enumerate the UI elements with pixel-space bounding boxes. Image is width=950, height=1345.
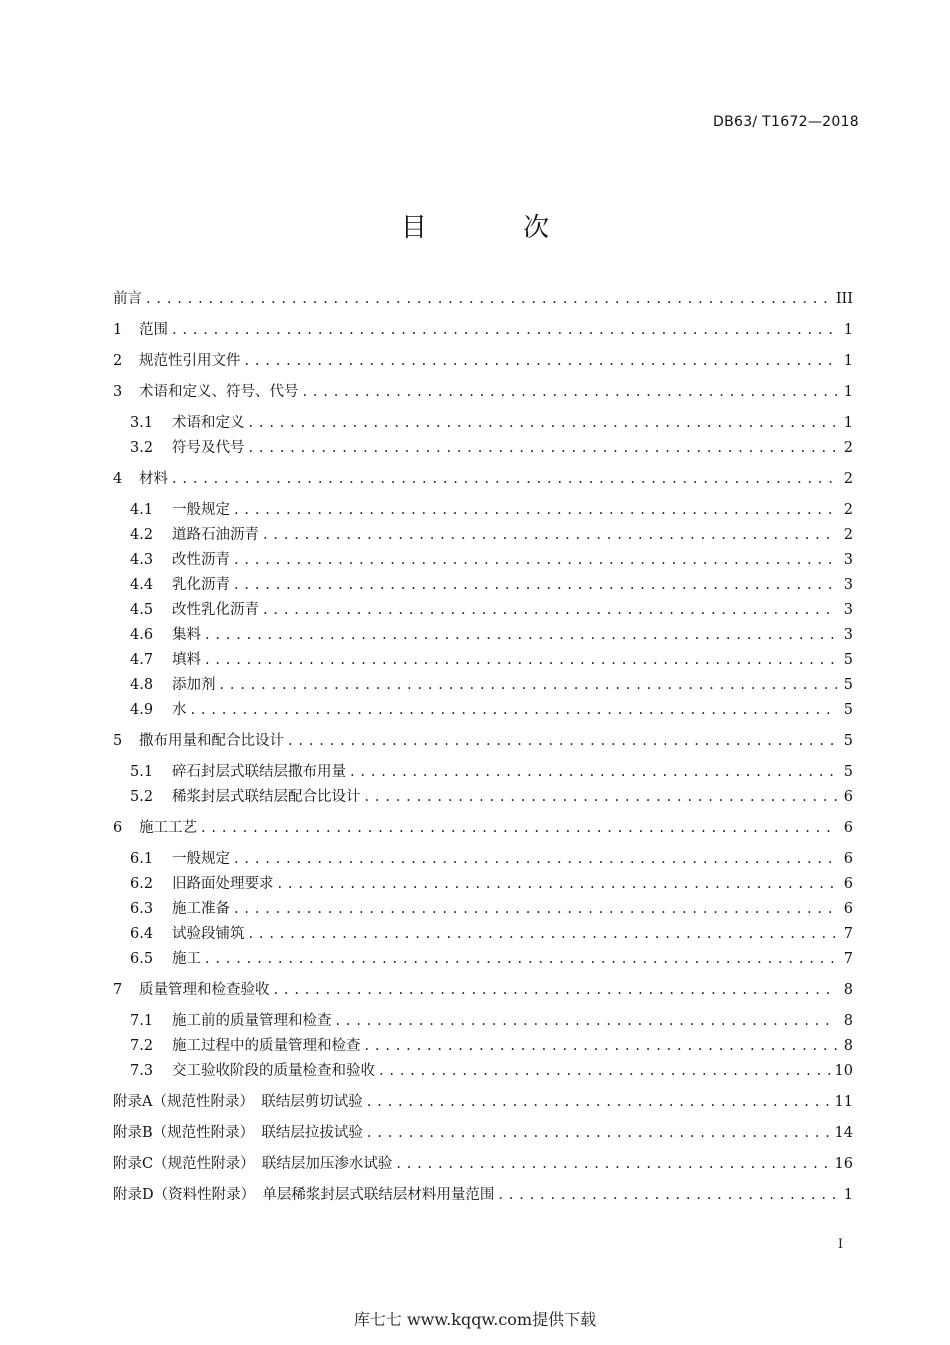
toc-entry-page: 5 bbox=[843, 733, 853, 749]
toc-entry-label: 填料 bbox=[172, 652, 201, 668]
toc-entry-label: 附录C（规范性附录） 联结层加压渗水试验 bbox=[113, 1156, 393, 1172]
toc-entry[interactable] bbox=[130, 1034, 853, 1056]
toc-entry-page: III bbox=[835, 291, 853, 307]
toc-entry[interactable] bbox=[113, 349, 853, 371]
toc-leader-dots bbox=[274, 982, 838, 998]
toc-leader-dots bbox=[288, 733, 837, 749]
toc-entry-number: 4.6 bbox=[130, 627, 154, 643]
toc-leader-dots bbox=[278, 876, 838, 892]
toc-leader-dots bbox=[350, 764, 837, 780]
toc-entry-label: 术语和定义 bbox=[172, 415, 245, 431]
toc-entry[interactable] bbox=[113, 287, 853, 309]
toc-entry-page: 5 bbox=[843, 677, 853, 693]
toc-entry-label: 水 bbox=[172, 702, 187, 718]
toc-entry[interactable] bbox=[130, 947, 853, 969]
toc-entry-page: 1 bbox=[843, 415, 853, 431]
toc-entry-label: 附录B（规范性附录） 联结层拉拔试验 bbox=[113, 1125, 363, 1141]
toc-entry[interactable] bbox=[130, 436, 853, 458]
toc-entry-number: 1 bbox=[113, 322, 123, 338]
toc-entry-number: 6.2 bbox=[130, 876, 154, 892]
toc-entry-label: 前言 bbox=[113, 291, 142, 307]
toc-entry-page: 3 bbox=[843, 627, 853, 643]
toc-entry-label: 道路石油沥青 bbox=[172, 527, 259, 543]
toc-entry-number: 6 bbox=[113, 820, 123, 836]
toc-entry-page: 11 bbox=[834, 1094, 853, 1110]
toc-entry-page: 6 bbox=[843, 820, 853, 836]
toc-leader-dots bbox=[249, 926, 838, 942]
toc-entry[interactable] bbox=[130, 785, 853, 807]
toc-entry-page: 8 bbox=[843, 982, 853, 998]
toc-entry[interactable] bbox=[113, 1090, 853, 1112]
toc-entry-page: 16 bbox=[834, 1156, 853, 1172]
toc-entry-page: 6 bbox=[843, 901, 853, 917]
toc-entry-number: 4.2 bbox=[130, 527, 154, 543]
toc-entry-number: 4.3 bbox=[130, 552, 154, 568]
toc-entry-label: 规范性引用文件 bbox=[139, 353, 241, 369]
toc-entry-number: 7 bbox=[113, 982, 123, 998]
toc-entry-number: 7.2 bbox=[130, 1038, 154, 1054]
toc-entry-number: 7.1 bbox=[130, 1013, 154, 1029]
toc-entry-label: 旧路面处理要求 bbox=[172, 876, 274, 892]
toc-entry[interactable] bbox=[130, 498, 853, 520]
toc-entry-number: 6.3 bbox=[130, 901, 154, 917]
toc-entry-label: 附录A（规范性附录） 联结层剪切试验 bbox=[113, 1094, 363, 1110]
toc-leader-dots bbox=[234, 552, 837, 568]
toc-entry-page: 1 bbox=[843, 353, 853, 369]
toc-entry-label: 改性沥青 bbox=[172, 552, 230, 568]
toc-entry-number: 4.9 bbox=[130, 702, 154, 718]
toc-entry[interactable] bbox=[113, 318, 853, 340]
toc-leader-dots bbox=[201, 820, 837, 836]
toc-entry-number: 3.2 bbox=[130, 440, 154, 456]
toc-entry[interactable] bbox=[130, 872, 853, 894]
toc-entry[interactable] bbox=[130, 573, 853, 595]
toc-entry-label: 施工过程中的质量管理和检查 bbox=[172, 1038, 361, 1054]
toc-entry-page: 2 bbox=[843, 527, 853, 543]
toc-leader-dots bbox=[336, 1013, 838, 1029]
toc-entry-page: 6 bbox=[843, 789, 853, 805]
toc-entry[interactable] bbox=[130, 1059, 853, 1081]
toc-entry-page: 5 bbox=[843, 702, 853, 718]
toc-entry[interactable] bbox=[130, 698, 853, 720]
toc-entry[interactable] bbox=[130, 598, 853, 620]
toc-entry-label: 符号及代号 bbox=[172, 440, 245, 456]
toc-leader-dots bbox=[205, 627, 837, 643]
toc-leader-dots bbox=[263, 602, 837, 618]
toc-entry-number: 5.1 bbox=[130, 764, 154, 780]
toc-leader-dots bbox=[234, 901, 837, 917]
toc-entry-page: 6 bbox=[843, 851, 853, 867]
toc-entry-label: 施工 bbox=[172, 951, 201, 967]
toc-leader-dots bbox=[498, 1187, 837, 1203]
toc-entry-number: 4.7 bbox=[130, 652, 154, 668]
toc-entry-number: 2 bbox=[113, 353, 123, 369]
toc-entry-number: 4 bbox=[113, 471, 123, 487]
toc-leader-dots bbox=[365, 1038, 838, 1054]
toc-entry-page: 7 bbox=[843, 926, 853, 942]
toc-leader-dots bbox=[205, 652, 837, 668]
toc-entry[interactable] bbox=[113, 729, 853, 751]
toc-entry-label: 试验段铺筑 bbox=[172, 926, 245, 942]
toc-entry[interactable] bbox=[130, 411, 853, 433]
download-footer: 库七七 www.kqqw.com提供下载 bbox=[353, 1310, 597, 1329]
toc-entry[interactable] bbox=[130, 523, 853, 545]
toc-entry-page: 1 bbox=[843, 384, 853, 400]
toc-leader-dots bbox=[245, 353, 838, 369]
toc-leader-dots bbox=[249, 440, 838, 456]
toc-entry-page: 8 bbox=[843, 1038, 853, 1054]
toc-entry-page: 3 bbox=[843, 577, 853, 593]
toc-entry-number: 5.2 bbox=[130, 789, 154, 805]
toc-entry[interactable] bbox=[113, 978, 853, 1000]
toc-entry[interactable] bbox=[113, 1121, 853, 1143]
toc-leader-dots bbox=[234, 851, 837, 867]
toc-entry-number: 5 bbox=[113, 733, 123, 749]
toc-entry[interactable] bbox=[130, 623, 853, 645]
toc-leader-dots bbox=[191, 702, 838, 718]
toc-entry-label: 材料 bbox=[139, 471, 168, 487]
toc-entry-page: 7 bbox=[843, 951, 853, 967]
toc-leader-dots bbox=[172, 322, 837, 338]
toc-entry-number: 4.4 bbox=[130, 577, 154, 593]
toc-entry[interactable] bbox=[130, 548, 853, 570]
toc-entry[interactable] bbox=[130, 922, 853, 944]
toc-entry-page: 3 bbox=[843, 602, 853, 618]
toc-entry-label: 改性乳化沥青 bbox=[172, 602, 259, 618]
toc-entry[interactable] bbox=[130, 847, 853, 869]
toc-entry[interactable] bbox=[113, 816, 853, 838]
toc-entry-label: 集料 bbox=[172, 627, 201, 643]
toc-entry-number: 7.3 bbox=[130, 1063, 154, 1079]
toc-entry-page: 2 bbox=[843, 502, 853, 518]
toc-entry-number: 4.8 bbox=[130, 677, 154, 693]
toc-entry-label: 一般规定 bbox=[172, 502, 230, 518]
toc-entry-page: 5 bbox=[843, 652, 853, 668]
toc-leader-dots bbox=[367, 1094, 831, 1110]
toc-entry-page: 2 bbox=[843, 440, 853, 456]
toc-entry-number: 6.5 bbox=[130, 951, 154, 967]
toc-entry-page: 1 bbox=[843, 1187, 853, 1203]
toc-entry[interactable] bbox=[113, 1183, 853, 1205]
toc-entry-number: 3.1 bbox=[130, 415, 154, 431]
toc-entry-label: 施工工艺 bbox=[139, 820, 197, 836]
toc-leader-dots bbox=[367, 1125, 831, 1141]
toc-entry-number: 6.1 bbox=[130, 851, 154, 867]
toc-entry[interactable] bbox=[130, 673, 853, 695]
toc-entry-label: 添加剂 bbox=[172, 677, 216, 693]
toc-entry[interactable] bbox=[130, 1009, 853, 1031]
toc-entry-page: 5 bbox=[843, 764, 853, 780]
toc-entry-label: 撒布用量和配合比设计 bbox=[139, 733, 284, 749]
toc-leader-dots bbox=[172, 471, 837, 487]
toc-entry-page: 3 bbox=[843, 552, 853, 568]
toc-leader-dots bbox=[205, 951, 837, 967]
toc-entry[interactable] bbox=[130, 897, 853, 919]
toc-entry-page: 1 bbox=[843, 322, 853, 338]
toc-leader-dots bbox=[234, 577, 837, 593]
toc-entry[interactable] bbox=[113, 467, 853, 489]
toc-leader-dots bbox=[220, 677, 838, 693]
toc-leader-dots bbox=[263, 527, 837, 543]
toc-leader-dots bbox=[379, 1063, 831, 1079]
toc-entry[interactable] bbox=[113, 380, 853, 402]
toc-entry-label: 质量管理和检查验收 bbox=[139, 982, 270, 998]
toc-entry-label: 乳化沥青 bbox=[172, 577, 230, 593]
toc-entry-label: 施工准备 bbox=[172, 901, 230, 917]
toc-entry-label: 碎石封层式联结层撒布用量 bbox=[172, 764, 346, 780]
toc-leader-dots bbox=[249, 415, 838, 431]
toc-leader-dots bbox=[365, 789, 838, 805]
toc-entry-label: 交工验收阶段的质量检查和验收 bbox=[172, 1063, 375, 1079]
toc-entry[interactable] bbox=[130, 648, 853, 670]
toc-entry[interactable] bbox=[113, 1152, 853, 1174]
toc-leader-dots bbox=[234, 502, 837, 518]
toc-entry-number: 4.1 bbox=[130, 502, 154, 518]
toc-entry-page: 2 bbox=[843, 471, 853, 487]
toc-entry-page: 14 bbox=[834, 1125, 853, 1141]
page-title: 目 次 bbox=[400, 213, 594, 243]
toc-entry-page: 8 bbox=[843, 1013, 853, 1029]
toc-leader-dots bbox=[396, 1156, 830, 1172]
toc-entry-number: 6.4 bbox=[130, 926, 154, 942]
toc-entry-number: 3 bbox=[113, 384, 123, 400]
toc-entry-label: 附录D（资料性附录） 单层稀浆封层式联结层材料用量范围 bbox=[113, 1187, 495, 1203]
toc-entry-page: 6 bbox=[843, 876, 853, 892]
toc-entry-number: 4.5 bbox=[130, 602, 154, 618]
document-code: DB63/ T1672—2018 bbox=[713, 114, 859, 130]
toc-entry-label: 范围 bbox=[139, 322, 168, 338]
toc-entry-label: 术语和定义、符号、代号 bbox=[139, 384, 299, 400]
toc-entry-page: 10 bbox=[834, 1063, 853, 1079]
toc-leader-dots bbox=[146, 291, 832, 307]
toc-entry-label: 施工前的质量管理和检查 bbox=[172, 1013, 332, 1029]
toc-entry[interactable] bbox=[130, 760, 853, 782]
toc-entry-label: 一般规定 bbox=[172, 851, 230, 867]
toc-leader-dots bbox=[303, 384, 838, 400]
toc-entry-label: 稀浆封层式联结层配合比设计 bbox=[172, 789, 361, 805]
page-number: I bbox=[837, 1237, 843, 1252]
